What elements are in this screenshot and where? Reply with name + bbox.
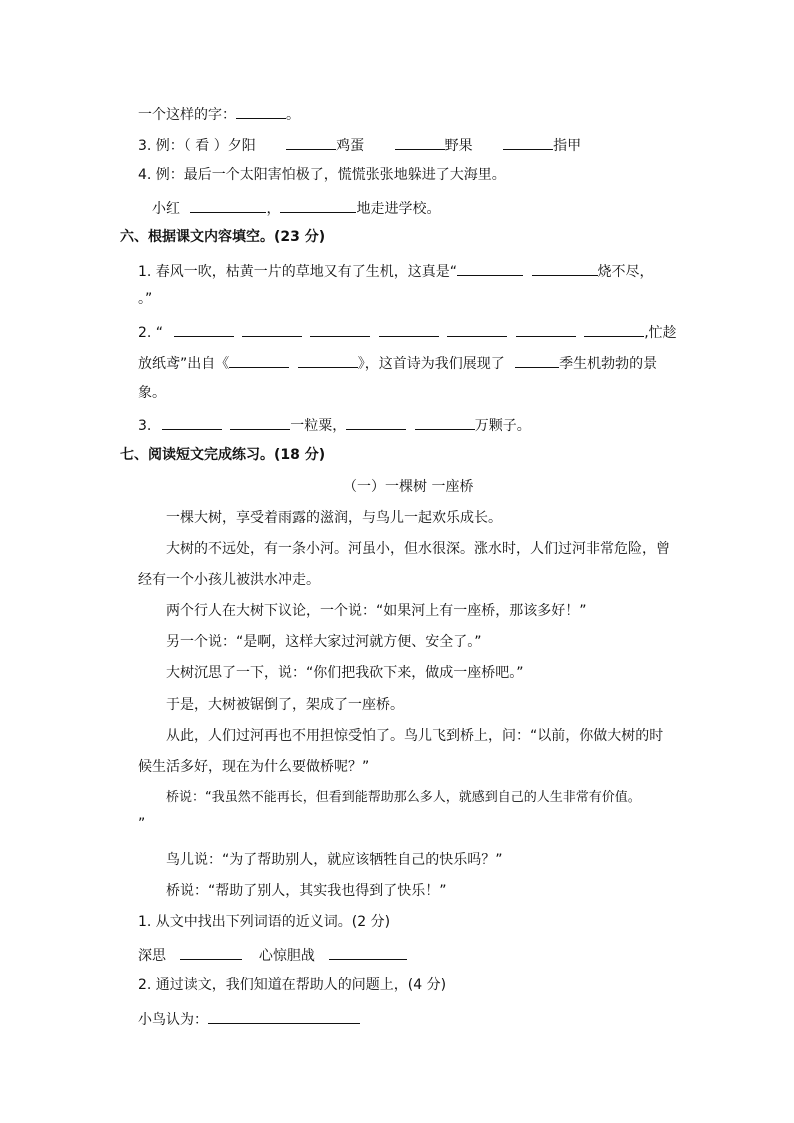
passage-title: （一）一棵树 一座桥 [343, 479, 474, 495]
answer-blank[interactable] [584, 321, 644, 337]
passage-paragraph-continued: 候生活多好，现在为什么要做桥呢？” [138, 759, 370, 775]
section-6-q2-open: 2. “ [138, 325, 164, 341]
answer-blank[interactable] [242, 321, 302, 337]
section-6-q1-mid: 烧不尽， [597, 264, 654, 280]
question-4-line: 4. 例：最后一个太阳害怕极了，慌慌张张地躲进了大海里。 [138, 167, 506, 183]
answer-blank[interactable] [298, 352, 358, 368]
section-6-q1-line [138, 260, 654, 282]
fragment-text: 一个这样的字： [138, 107, 236, 123]
answer-blank[interactable] [229, 352, 289, 368]
answer-blank[interactable] [515, 352, 559, 368]
question-3-line [138, 134, 581, 156]
answer-blank[interactable] [516, 321, 576, 337]
section-6-q2-line [138, 321, 677, 343]
passage-paragraph: 另一个说：“是啊，这样大家过河就方便、安全了。” [166, 634, 482, 650]
answer-blank[interactable] [415, 414, 475, 430]
passage-paragraph: 两个行人在大树下议论，一个说：“如果河上有一座桥，那该多好！” [166, 603, 587, 619]
section-7-heading: 七、阅读短文完成练习。(18 分) [120, 447, 326, 463]
passage-paragraph: 大树的不远处，有一条小河。河虽小，但水很深。涨水时，人们过河非常危险，曾 [166, 541, 670, 557]
section-6-q3-end: 万颗子。 [474, 418, 531, 434]
section-7-q1: 1. 从文中找出下列词语的近义词。(2 分) [138, 914, 391, 930]
section-6-q2-poem: 》，这首诗为我们展现了 [357, 356, 505, 372]
answer-blank[interactable] [208, 1008, 360, 1024]
bird-thinks-label: 小鸟认为： [138, 1012, 208, 1028]
answer-blank[interactable] [447, 321, 507, 337]
answer-blank[interactable] [346, 414, 406, 430]
answer-blank[interactable] [503, 134, 553, 150]
section-6-q2-tail: ,忙趁 [644, 325, 677, 341]
answer-blank[interactable] [190, 197, 266, 213]
question-3-example: 3. 例：（ 看 ）夕阳 [138, 138, 256, 154]
section-6-q2-end: 象。 [138, 385, 166, 401]
answer-blank[interactable] [532, 260, 598, 276]
comma: ， [266, 201, 281, 217]
section-6-q3-number: 3. [138, 418, 152, 434]
section-6-q1-end: 。” [138, 291, 153, 307]
answer-blank[interactable] [180, 944, 242, 960]
answer-blank[interactable] [162, 414, 222, 430]
fragment-end: 。 [286, 107, 300, 123]
question-4-answer-line [152, 197, 440, 219]
word-fingernail: 指甲 [553, 138, 582, 154]
section-7-q2: 2. 通过读文，我们知道在帮助人的问题上，(4 分) [138, 977, 447, 993]
answer-blank[interactable] [236, 103, 286, 119]
answer-blank[interactable] [457, 260, 523, 276]
passage-paragraph: 大树沉思了一下，说：“你们把我砍下来，做成一座桥吧。” [166, 665, 524, 681]
passage-paragraph: 一棵大树，享受着雨露的滋润，与鸟儿一起欢乐成长。 [166, 510, 502, 526]
section-6-q2-season: 季生机勃勃的景 [559, 356, 658, 372]
word-egg: 鸡蛋 [336, 138, 365, 154]
word-wild-fruit: 野果 [444, 138, 473, 154]
answer-blank[interactable] [286, 134, 336, 150]
section-6-q2-source: 放纸鸢”出自《 [138, 356, 230, 372]
passage-paragraph: 从此，人们过河再也不用担惊受怕了。鸟儿飞到桥上，问：“以前，你做大树的时 [166, 728, 664, 744]
question-4-end: 地走进学校。 [356, 201, 441, 217]
section-6-q3-mid: 一粒粟， [290, 418, 347, 434]
synonym-word-1: 深思 [138, 948, 166, 964]
answer-blank[interactable] [230, 414, 290, 430]
section-6-heading: 六、根据课文内容填空。(23 分) [120, 229, 326, 245]
passage-paragraph: 桥说：“帮助了别人，其实我也得到了快乐！” [166, 883, 447, 899]
answer-blank[interactable] [174, 321, 234, 337]
answer-blank[interactable] [379, 321, 439, 337]
section-6-q3-line [138, 414, 531, 436]
passage-paragraph-continued: ” [138, 816, 146, 832]
xiaohong-label: 小红 [152, 201, 180, 217]
passage-paragraph: 鸟儿说：“为了帮助别人，就应该牺牲自己的快乐吗？” [166, 852, 503, 868]
passage-paragraph: 于是，大树被锯倒了，架成了一座桥。 [166, 697, 404, 713]
section-6-q1-text: 1. 春风一吹，枯黄一片的草地又有了生机，这真是“ [138, 264, 458, 280]
answer-blank[interactable] [395, 134, 445, 150]
synonym-word-2: 心惊胆战 [258, 948, 315, 964]
passage-paragraph-continued: 经有一个小孩儿被洪水冲走。 [138, 572, 320, 588]
section-7-q2-answer [138, 1008, 360, 1030]
answer-blank[interactable] [280, 197, 356, 213]
section-6-q2-line-2 [138, 352, 657, 374]
fragment-line [138, 103, 300, 125]
section-7-q1-answers [138, 944, 407, 966]
answer-blank[interactable] [329, 944, 407, 960]
passage-paragraph: 桥说：“我虽然不能再长，但看到能帮助那么多人，就感到自己的人生非常有价值。 [166, 790, 641, 805]
answer-blank[interactable] [310, 321, 370, 337]
